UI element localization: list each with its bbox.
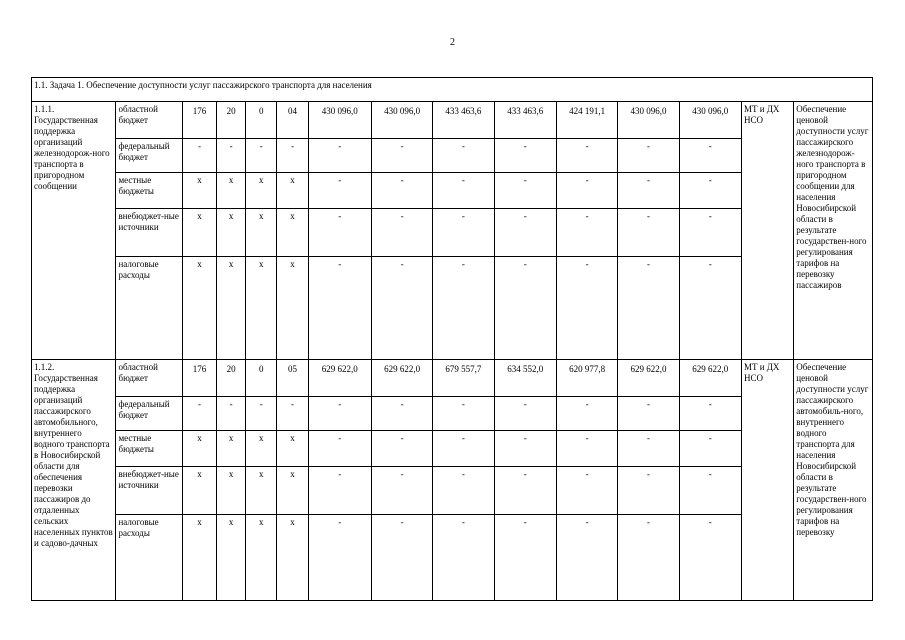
code-cell: - [246, 139, 277, 173]
item-title: 1.1.1. Государственная поддержка организаций железнодорож-ного транспорта в пригородном сообщении [32, 102, 116, 360]
code-cell: х [217, 431, 246, 467]
amount-cell: - [433, 173, 494, 209]
amount-cell: - [308, 431, 371, 467]
amount-cell: - [494, 139, 556, 173]
amount-cell: - [679, 257, 741, 360]
code-cell: х [246, 173, 277, 209]
code-cell: 20 [217, 360, 246, 397]
code-cell: х [217, 257, 246, 360]
amount-cell: - [494, 173, 556, 209]
amount-cell: - [494, 515, 556, 601]
amount-cell: - [679, 173, 741, 209]
code-cell: х [182, 467, 216, 515]
funding-source: внебюджет-ные источники [116, 467, 182, 515]
amount-cell: - [556, 397, 617, 431]
amount-cell: - [618, 431, 679, 467]
expected-result: Обеспечение ценовой доступности услуг пассажирского железнодорож-ного транспорта в пригородном сообщении для населения Новосибирской области в результате государствен-ного регулирования тарифов на перевозку пассажиров [794, 102, 873, 360]
code-cell: х [182, 515, 216, 601]
amount-cell: - [618, 257, 679, 360]
executor-cell: МТ и ДХ НСО [741, 360, 793, 601]
funding-source: местные бюджеты [116, 431, 182, 467]
program-table [31, 77, 873, 601]
amount-cell: - [679, 431, 741, 467]
amount-cell: - [308, 515, 371, 601]
amount-cell: 430 096,0 [371, 102, 432, 139]
code-cell: 0 [246, 102, 277, 139]
amount-cell: 629 622,0 [371, 360, 432, 397]
amount-cell: - [308, 139, 371, 173]
amount-cell: 433 463,6 [433, 102, 494, 139]
amount-cell: - [433, 515, 494, 601]
amount-cell: - [679, 209, 741, 257]
code-cell: х [217, 209, 246, 257]
code-cell: - [277, 397, 308, 431]
code-cell: х [217, 467, 246, 515]
code-cell: х [246, 467, 277, 515]
amount-cell: - [433, 467, 494, 515]
amount-cell: - [556, 467, 617, 515]
amount-cell: 629 622,0 [618, 360, 679, 397]
code-cell: 176 [182, 102, 216, 139]
amount-cell: - [371, 397, 432, 431]
amount-cell: - [371, 257, 432, 360]
code-cell: - [277, 139, 308, 173]
amount-cell: - [494, 431, 556, 467]
amount-cell: - [618, 467, 679, 515]
code-cell: х [246, 431, 277, 467]
code-cell: х [246, 209, 277, 257]
code-cell: - [182, 397, 216, 431]
amount-cell: - [371, 431, 432, 467]
amount-cell: - [433, 209, 494, 257]
funding-source: областной бюджет [116, 102, 182, 139]
code-cell: х [277, 209, 308, 257]
code-cell: х [277, 173, 308, 209]
amount-cell: - [679, 467, 741, 515]
funding-source: налоговые расходы [116, 515, 182, 601]
amount-cell: - [308, 173, 371, 209]
amount-cell: - [556, 431, 617, 467]
amount-cell: - [618, 397, 679, 431]
amount-cell: - [618, 173, 679, 209]
amount-cell: 629 622,0 [308, 360, 371, 397]
code-cell: 0 [246, 360, 277, 397]
funding-source: внебюджет-ные источники [116, 209, 182, 257]
code-cell: х [277, 431, 308, 467]
amount-cell: - [371, 467, 432, 515]
amount-cell: - [556, 515, 617, 601]
amount-cell: - [371, 173, 432, 209]
code-cell: 20 [217, 102, 246, 139]
code-cell: х [277, 467, 308, 515]
amount-cell: - [618, 139, 679, 173]
amount-cell: - [433, 397, 494, 431]
amount-cell: 634 552,0 [494, 360, 556, 397]
amount-cell: 430 096,0 [618, 102, 679, 139]
page-number: 2 [450, 37, 455, 48]
amount-cell: - [308, 467, 371, 515]
amount-cell: - [494, 209, 556, 257]
amount-cell: 433 463,6 [494, 102, 556, 139]
amount-cell: 679 557,7 [433, 360, 494, 397]
amount-cell: 629 622,0 [679, 360, 741, 397]
amount-cell: - [371, 209, 432, 257]
amount-cell: - [308, 209, 371, 257]
amount-cell: - [556, 173, 617, 209]
amount-cell: - [433, 257, 494, 360]
amount-cell: - [679, 397, 741, 431]
code-cell: - [217, 139, 246, 173]
amount-cell: - [679, 139, 741, 173]
amount-cell: - [308, 397, 371, 431]
code-cell: х [246, 515, 277, 601]
amount-cell: - [679, 515, 741, 601]
funding-source: федеральный бюджет [116, 139, 182, 173]
funding-source: федеральный бюджет [116, 397, 182, 431]
task-header: 1.1. Задача 1. Обеспечение доступности услуг пассажирского транспорта для населения [32, 78, 873, 102]
amount-cell: 430 096,0 [679, 102, 741, 139]
code-cell: х [277, 515, 308, 601]
amount-cell: - [494, 257, 556, 360]
code-cell: х [182, 257, 216, 360]
code-cell: 04 [277, 102, 308, 139]
code-cell: х [246, 257, 277, 360]
amount-cell: - [556, 209, 617, 257]
executor-cell: МТ и ДХ НСО [741, 102, 793, 360]
code-cell: - [217, 397, 246, 431]
code-cell: - [246, 397, 277, 431]
amount-cell: 620 977,8 [556, 360, 617, 397]
amount-cell: - [618, 209, 679, 257]
code-cell: 05 [277, 360, 308, 397]
item-title: 1.1.2. Государственная поддержка организаций пассажирского автомобильного, внутреннего водного транспорта в Новосибирской области для обеспечения перевозки пассажиров до отдаленных сельских населенных пунктов и садово-дачных [32, 360, 116, 601]
amount-cell: - [433, 139, 494, 173]
amount-cell: - [618, 515, 679, 601]
expected-result: Обеспечение ценовой доступности услуг пассажирского автомобиль-ного, внутреннего водного транспорта для населения Новосибирской области в результате государствен-ного регулирования тарифов на перевозку [794, 360, 873, 601]
code-cell: х [217, 173, 246, 209]
code-cell: - [182, 139, 216, 173]
code-cell: х [182, 173, 216, 209]
amount-cell: - [371, 139, 432, 173]
amount-cell: - [556, 139, 617, 173]
funding-source: местные бюджеты [116, 173, 182, 209]
code-cell: х [217, 515, 246, 601]
amount-cell: 430 096,0 [308, 102, 371, 139]
code-cell: х [277, 257, 308, 360]
code-cell: 176 [182, 360, 216, 397]
amount-cell: - [494, 397, 556, 431]
amount-cell: - [308, 257, 371, 360]
funding-source: налоговые расходы [116, 257, 182, 360]
amount-cell: 424 191,1 [556, 102, 617, 139]
amount-cell: - [494, 467, 556, 515]
amount-cell: - [371, 515, 432, 601]
code-cell: х [182, 209, 216, 257]
code-cell: х [182, 431, 216, 467]
amount-cell: - [556, 257, 617, 360]
amount-cell: - [433, 431, 494, 467]
funding-source: областной бюджет [116, 360, 182, 397]
